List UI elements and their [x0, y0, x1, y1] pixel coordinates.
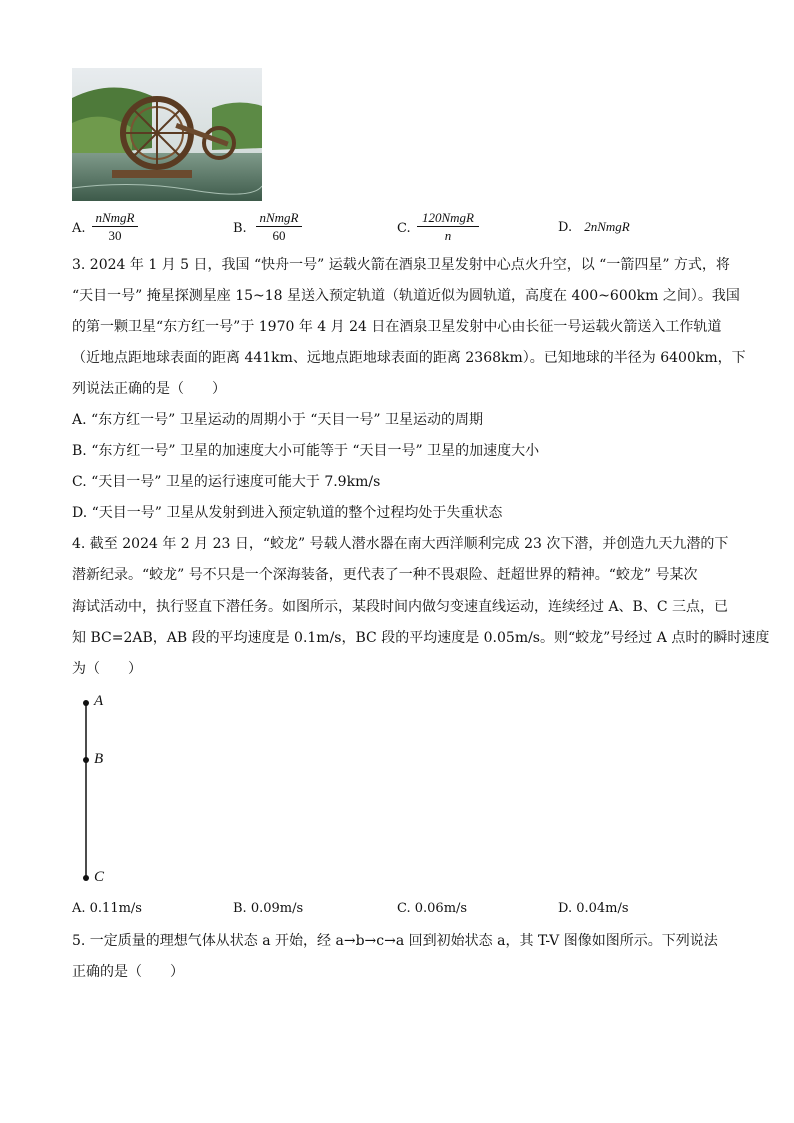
q4-point-a-dot [83, 700, 89, 706]
q2-option-b [233, 220, 247, 238]
q2-option-b-letter: B. [233, 221, 247, 236]
q2-option-c-den-var: n [444, 228, 452, 243]
q3-option-d: D. “天目一号” 卫星从发射到进入预定轨道的整个过程均处于失重状态 [72, 505, 503, 521]
q4-option-d: D. 0.04m/s [558, 901, 629, 916]
q3-line-2: “天目一号” 掩星探测星座 15~18 星送入预定轨道（轨道近似为圆轨道，高度在 400~600km 之间）。我国 [72, 288, 740, 304]
q2-option-b-denominator: 60 [272, 228, 286, 243]
q5-line-2: 正确的是（ ） [72, 964, 184, 980]
q2-option-c [397, 220, 411, 238]
q3-option-a: A. “东方红一号” 卫星运动的周期小于 “天目一号” 卫星运动的周期 [72, 412, 483, 428]
q5-line-1: 5. 一定质量的理想气体从状态 a 开始，经 a→b→c→a 回到初始状态 a，其 T-V 图像如图所示。下列说法 [72, 933, 718, 949]
q4-point-c-dot [83, 875, 89, 881]
q2-option-c-fraction [417, 210, 479, 245]
q4-diagram [78, 695, 118, 890]
q4-line-3: 海试活动中，执行竖直下潜任务。如图所示，某段时间内做匀变速直线运动，连续经过 A、B、C 三点，已 [72, 599, 729, 615]
q2-option-a-denominator: 30 [108, 228, 122, 243]
q4-line-4: 知 BC=2AB，AB 段的平均速度是 0.1m/s，BC 段的平均速度是 0.05m/s。则“蛟龙”号经过 A 点时的瞬时速度 [72, 630, 770, 646]
q4-point-b-dot [83, 757, 89, 763]
q4-line-2: 潜新纪录。“蛟龙” 号不只是一个深海装备，更代表了一种不畏艰险、赶超世界的精神。“蛟龙” 号某次 [72, 567, 698, 583]
q3-option-b: B. “东方红一号” 卫星的加速度大小可能等于 “天目一号” 卫星的加速度大小 [72, 443, 540, 459]
q2-option-b-fraction [256, 210, 302, 245]
q2-option-c-denominator [417, 227, 479, 245]
q4-option-a: A. 0.11m/s [72, 901, 142, 916]
q2-option-a-fraction [92, 210, 138, 245]
q3-option-c: C. “天目一号” 卫星的运行速度可能大于 7.9km/s [72, 474, 381, 490]
q2-option-a-letter: A. [72, 221, 86, 236]
q4-option-b: B. 0.09m/s [233, 901, 304, 916]
q3-line-5: 列说法正确的是（ ） [72, 381, 226, 397]
q2-option-d [558, 218, 630, 237]
q3-line-3: 的第一颗卫星“东方红一号”于 1970 年 4 月 24 日在酒泉卫星发射中心由长征一号运载火箭送入工作轨道 [72, 319, 722, 335]
q4-line-5: 为（ ） [72, 661, 142, 677]
q2-option-a-numerator: nNmgR [92, 210, 138, 227]
q2-option-d-expr: 2nNmgR [584, 219, 630, 234]
q2-option-c-numerator: 120NmgR [417, 210, 479, 227]
q4-point-b-label: B [94, 751, 104, 767]
q3-line-4: （近地点距地球表面的距离 441km、远地点距地球表面的距离 2368km）。已知地球的半径为 6400km，下 [72, 350, 746, 366]
waterwheel-photo [72, 68, 262, 201]
q3-line-1: 3. 2024 年 1 月 5 日，我国 “快舟一号” 运载火箭在酒泉卫星发射中心点火升空，以 “一箭四星” 方式，将 [72, 257, 730, 273]
q2-option-a [72, 220, 86, 238]
q4-line-1: 4. 截至 2024 年 2 月 23 日，“蛟龙” 号载人潜水器在南大西洋顺利完成 23 次下潜，并创造九天九潜的下 [72, 536, 729, 552]
q4-option-c: C. 0.06m/s [397, 901, 468, 916]
q4-point-c-label: C [94, 869, 105, 885]
q2-option-b-numerator: nNmgR [256, 210, 302, 227]
q4-point-a-label: A [94, 693, 104, 709]
q2-option-d-letter: D. [558, 220, 573, 235]
q2-option-c-letter: C. [397, 221, 411, 236]
